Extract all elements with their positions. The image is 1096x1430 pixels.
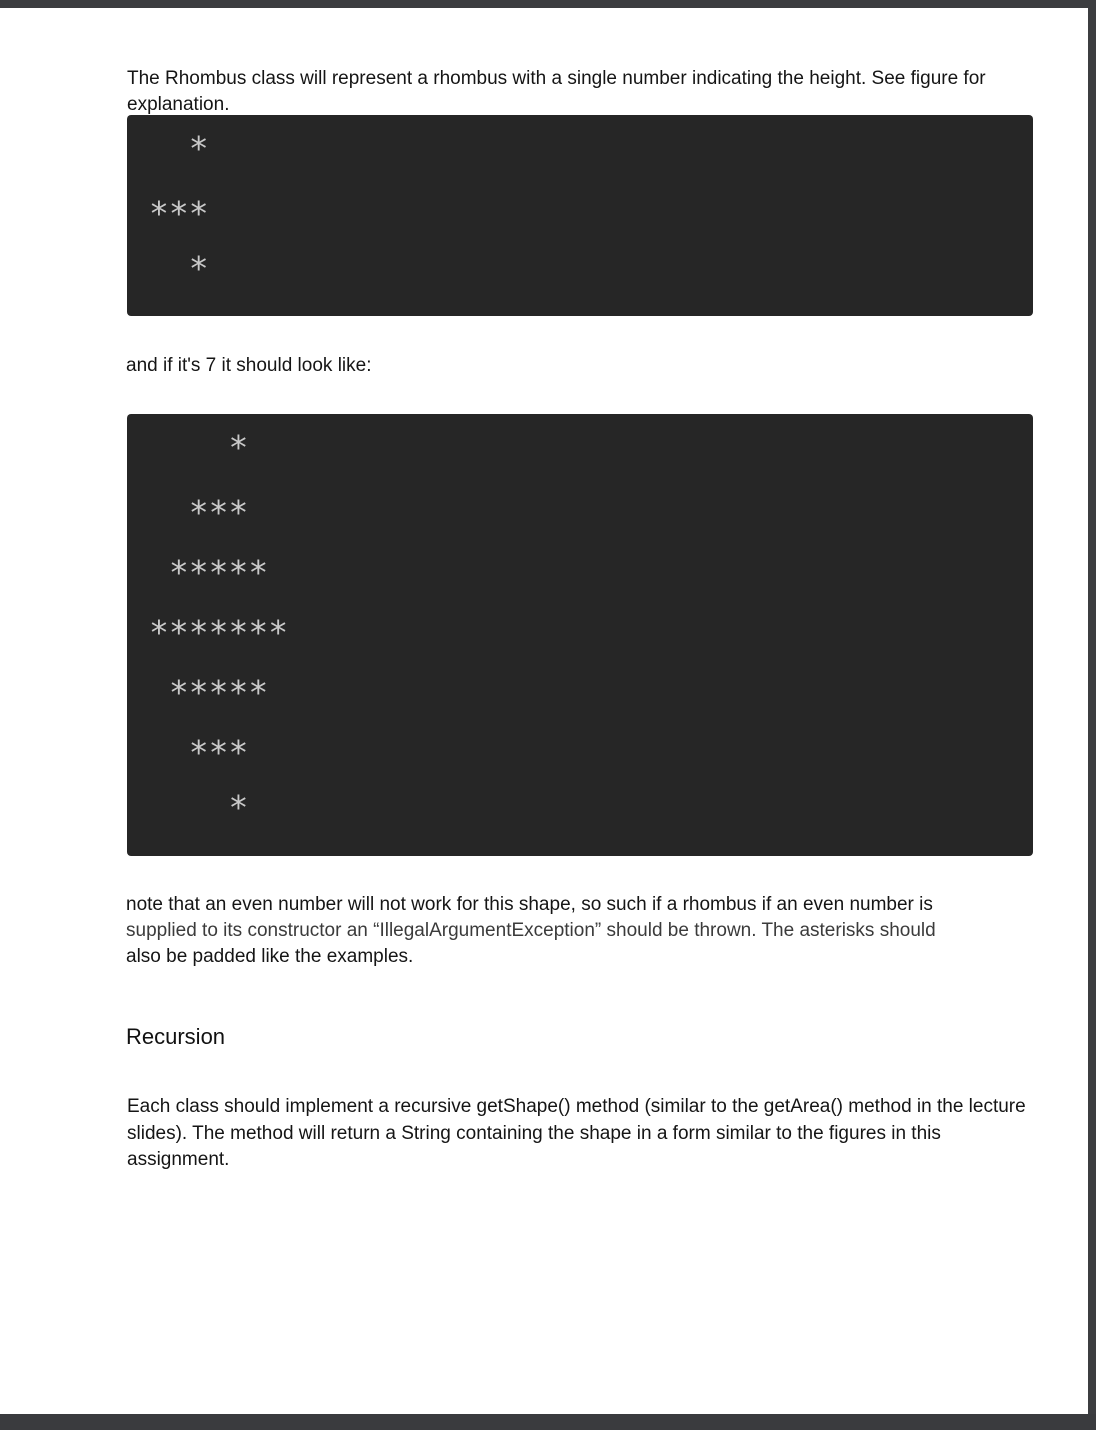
document-page xyxy=(0,8,1088,1414)
section-heading-recursion: Recursion xyxy=(126,1024,226,1049)
code-line: * xyxy=(149,249,209,288)
intro-paragraph: The Rhombus class will represent a rhombus with a single number indicating the height. See figure for explanation. xyxy=(127,68,986,115)
code-line: * xyxy=(149,788,249,827)
code-line: ******* xyxy=(149,613,289,652)
code-line: * xyxy=(149,129,209,168)
code-block-example-2 xyxy=(127,414,1033,856)
code-line: ***** xyxy=(149,673,269,712)
code-line: ***** xyxy=(149,553,269,592)
recursion-paragraph: Each class should implement a recursive getShape() method (similar to the getArea() method in the lecture slides). The method will return a String containing the shape in a form similar to the figures in this assignment. xyxy=(127,1096,1026,1170)
code-line: * xyxy=(149,428,249,467)
code-line: *** xyxy=(149,493,249,532)
code-block-example-1 xyxy=(127,115,1033,316)
code-line: *** xyxy=(149,194,209,233)
note-line-1: note that an even number will not work for this shape, so such if a rhombus if an even number is xyxy=(126,894,933,915)
note-line-3: also be padded like the examples. xyxy=(126,946,414,967)
example-2-intro: and if it's 7 it should look like: xyxy=(126,355,372,376)
viewer-bottom-edge xyxy=(0,1414,1096,1430)
note-paragraph xyxy=(126,892,1006,970)
code-line: *** xyxy=(149,733,249,772)
note-line-2: supplied to its constructor an “IllegalArgumentException” should be thrown. The asterisks should xyxy=(126,920,936,941)
